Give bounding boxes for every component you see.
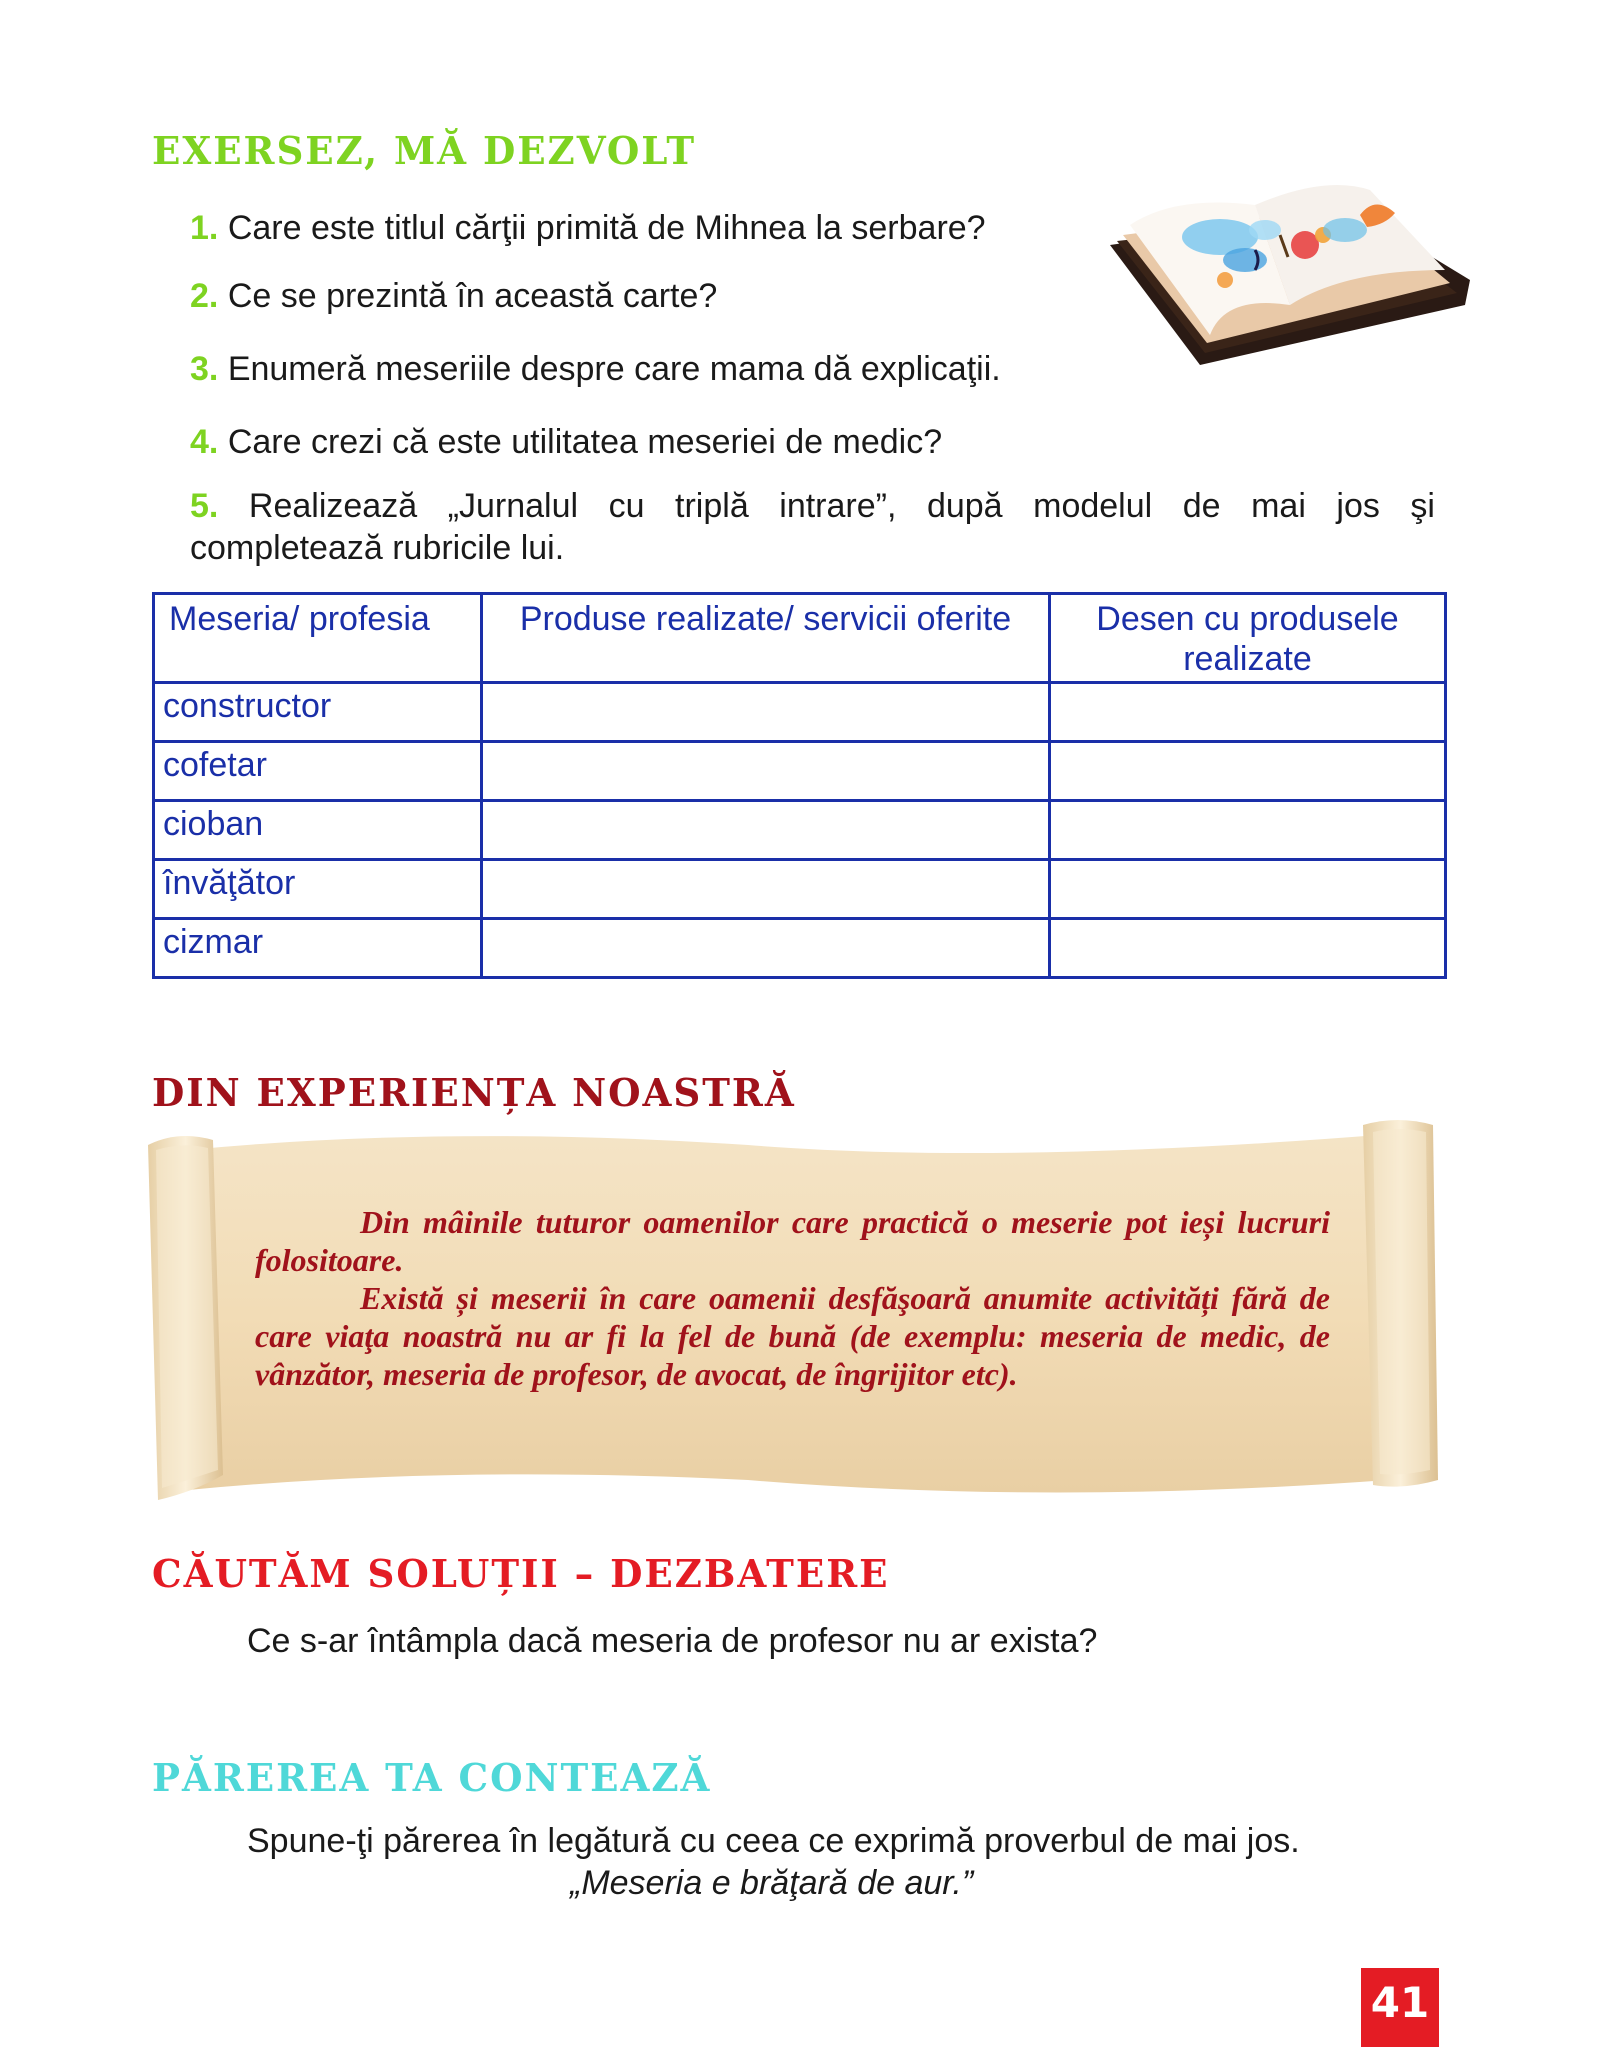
question-5: [190, 485, 1435, 527]
experience-paragraph-1: Din mâinile tuturor oamenilor care practică o meserie pot ieși lucruri folositoare.: [255, 1204, 1330, 1278]
question-2: [190, 275, 717, 317]
question-text: Care crezi că este utilitatea meseriei de medic?: [227, 423, 943, 461]
table-row: [154, 742, 1446, 801]
table-header-cell: Meseria/ profesia: [154, 594, 482, 683]
section-title-parerea-ta: PĂREREA TA CONTEAZĂ: [152, 1755, 712, 1800]
table-cell-products[interactable]: [482, 683, 1050, 742]
page-number-badge: [1361, 1968, 1439, 2047]
experience-text: [255, 1203, 1330, 1393]
table-cell-profession: constructor: [154, 683, 482, 742]
question-text: Realizează „Jurnalul cu triplă intrare”, după modelul de mai jos şi: [248, 487, 1435, 525]
table-cell-drawing[interactable]: [1050, 742, 1446, 801]
table-cell-drawing[interactable]: [1050, 860, 1446, 919]
question-number: 1.: [190, 209, 219, 247]
table-row: [154, 683, 1446, 742]
question-number: 5.: [190, 487, 219, 525]
question-5-continuation: completează rubricile lui.: [190, 529, 565, 567]
table-cell-products[interactable]: [482, 919, 1050, 978]
opinion-instruction: Spune-ţi părerea în legătură cu ceea ce exprimă proverbul de mai jos.: [247, 1822, 1300, 1860]
question-number: 4.: [190, 423, 219, 461]
question-text: Care este titlul cărţii primită de Mihnea la serbare?: [227, 209, 986, 247]
question-text: Ce se prezintă în această carte?: [227, 277, 718, 315]
table-header-cell: Desen cu produsele realizate: [1050, 594, 1446, 683]
table-cell-products[interactable]: [482, 860, 1050, 919]
question-number: 3.: [190, 350, 219, 388]
table-cell-profession: învăţător: [154, 860, 482, 919]
table-header-row: [154, 594, 1446, 683]
table-cell-products[interactable]: [482, 801, 1050, 860]
table-cell-products[interactable]: [482, 742, 1050, 801]
triple-entry-journal-table: [152, 592, 1447, 979]
open-book-illustration: [1105, 175, 1475, 370]
table-row: [154, 860, 1446, 919]
debate-question: Ce s-ar întâmpla dacă meseria de profesor nu ar exista?: [247, 1622, 1098, 1660]
table-cell-profession: cioban: [154, 801, 482, 860]
table-cell-profession: cizmar: [154, 919, 482, 978]
table-cell-drawing[interactable]: [1050, 683, 1446, 742]
table-row: [154, 801, 1446, 860]
question-number: 2.: [190, 277, 219, 315]
table-row: [154, 919, 1446, 978]
question-4: [190, 421, 942, 463]
section-title-exersez: EXERSEZ, MĂ DEZVOLT: [152, 128, 697, 173]
section-title-din-experienta: DIN EXPERIENȚA NOASTRĂ: [152, 1070, 796, 1115]
table-header-cell: Produse realizate/ servicii oferite: [482, 594, 1050, 683]
table-cell-profession: cofetar: [154, 742, 482, 801]
question-3: [190, 348, 1001, 390]
table-cell-drawing[interactable]: [1050, 801, 1446, 860]
table-cell-drawing[interactable]: [1050, 919, 1446, 978]
proverb-quote: „Meseria e brăţară de aur.”: [570, 1864, 974, 1902]
question-text: Enumeră meseriile despre care mama dă explicaţii.: [227, 350, 1001, 388]
page-number: 41: [1370, 1978, 1430, 2027]
experience-paragraph-2: Există și meserii în care oamenii desfăşoară anumite activități fără de care viaţa noastră nu ar fi la fel de bună (de exemplu: meseria de medic, de vânzător, meseria de profesor, de avocat, de îngrijitor etc).: [255, 1280, 1330, 1392]
question-1: [190, 207, 986, 249]
section-title-cautam-solutii: CĂUTĂM SOLUȚII – DEZBATERE: [152, 1551, 890, 1596]
